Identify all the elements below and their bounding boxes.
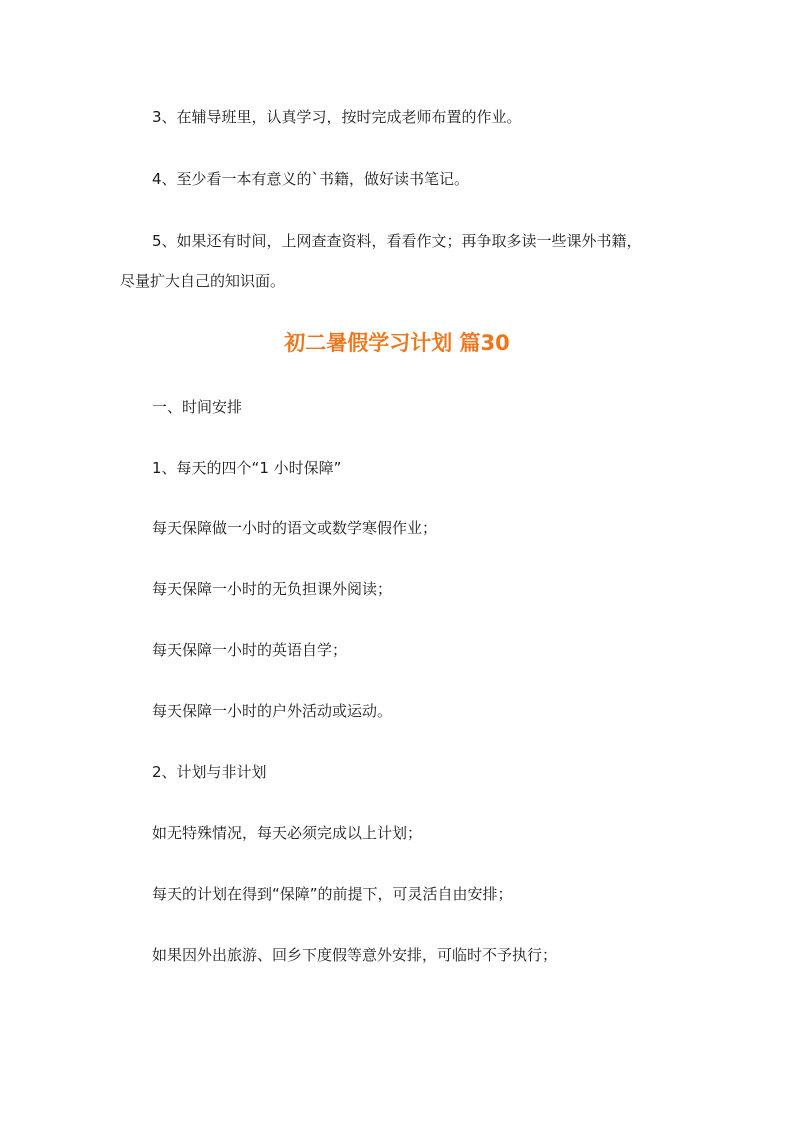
list-item-heading-2: 2、计划与非计划 [152, 763, 267, 781]
paragraph-item-3: 3、在辅导班里，认真学习，按时完成老师布置的作业。 [152, 108, 522, 126]
section-heading: 初二暑假学习计划 篇30 [284, 331, 510, 355]
list-item: 每天的计划在得到“保障”的前提下，可灵活自由安排； [152, 885, 513, 903]
paragraph-item-5-continuation: 尽量扩大自己的知识面。 [120, 272, 286, 290]
paragraph-item-4: 4、至少看一本有意义的`书籍，做好读书笔记。 [152, 170, 470, 188]
list-item: 如果因外出旅游、回乡下度假等意外安排，可临时不予执行； [152, 946, 558, 964]
section-subtitle-time: 一、时间安排 [152, 398, 243, 416]
list-item: 每天保障做一小时的语文或数学寒假作业； [152, 519, 438, 537]
list-item: 每天保障一小时的英语自学； [152, 641, 348, 659]
paragraph-item-5: 5、如果还有时间，上网查查资料，看看作文；再争取多读一些课外书籍， [152, 232, 642, 250]
list-item: 每天保障一小时的无负担课外阅读； [152, 580, 393, 598]
list-item: 如无特殊情况，每天必须完成以上计划； [152, 824, 423, 842]
list-item-heading-1: 1、每天的四个“1 小时保障” [152, 459, 342, 477]
list-item: 每天保障一小时的户外活动或运动。 [152, 702, 393, 720]
